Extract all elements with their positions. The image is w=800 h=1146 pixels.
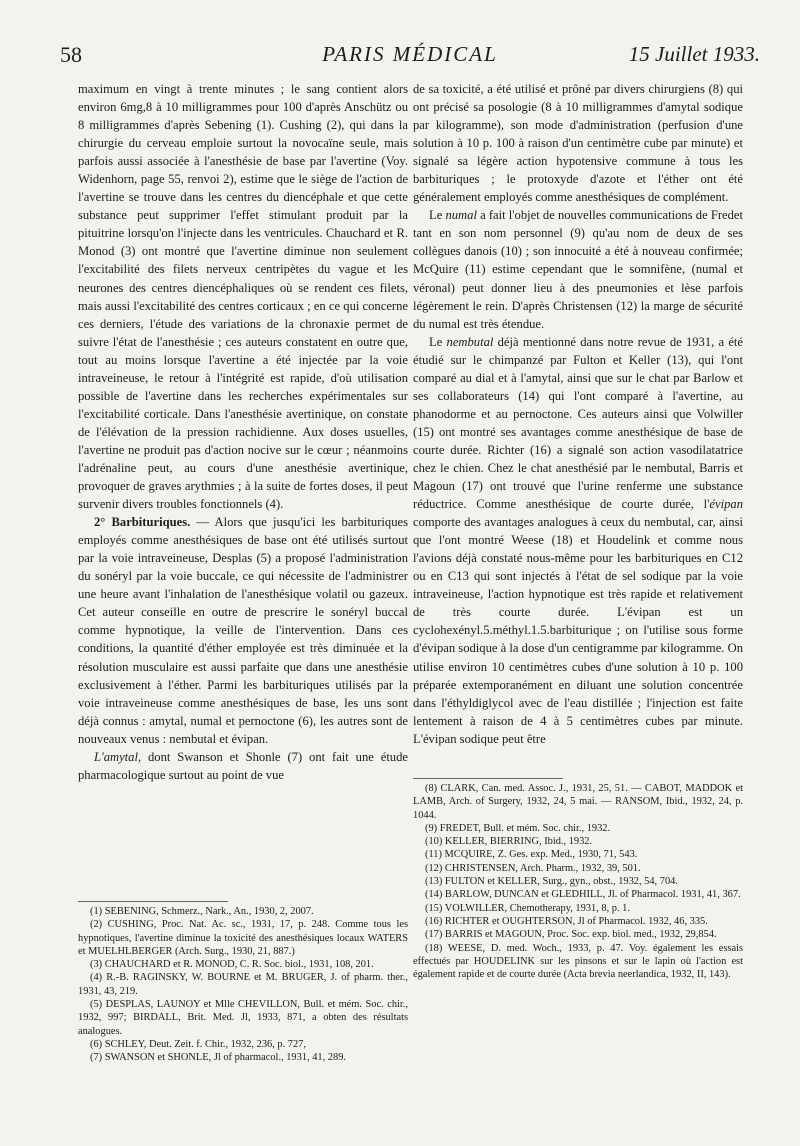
left-footnote-rule [78, 901, 228, 902]
footnote: (1) SEBENING, Schmerz., Nark., An., 1930, 2, 2007. [90, 906, 314, 917]
footnote: (5) DESPLAS, LAUNOY et Mlle CHEVILLON, Bull. et mém. Soc. chir., 1932, 997; BIRDALL, Brit. Med. Jl, 1933, 871, a obten des résultats analogues. [78, 999, 408, 1037]
page-number: 58 [60, 42, 82, 67]
footnote: (4) R.-B. RAGINSKY, W. BOURNE et M. BRUGER, J. of pharm. ther., 1931, 43, 219. [78, 972, 408, 997]
footnote: (13) FULTON et KELLER, Surg., gyn., obst., 1932, 54, 704. [425, 876, 678, 888]
footnote: (7) SWANSON et SHONLE, Jl of pharmacol., 1931, 41, 289. [90, 1052, 346, 1064]
nembutal-body: déjà mentionné dans notre revue de 1931, a été étudié sur le chimpanzé par Fulton et Keller (13), qui l'ont comparé au dial et à l'amytal, ainsi que sur le chat par Barlow et ses collaborateurs (14) qui l'ont comparé à l'avertine, au phanodorme et au pernoctone. Ces auteurs ainsi que Volwiller (15) ont montré ses avantages comme anesthésique de base de courte durée. Richter (16) a signalé son action vasodilatatrice chez le chien. Chez le chat anesthésié par le nembutal, Barris et Magoun (17) ont trouvé que l'urine renferme une substance réductrice. Comme anesthésique de courte durée, l' [413, 334, 743, 512]
nembutal-lead: nembutal [446, 334, 494, 349]
numal-prefix: Le [429, 208, 446, 223]
left-footnotes [78, 905, 408, 1065]
right-paragraph-3 [413, 333, 743, 748]
evipan-body: comporte des avantages analogues à ceux du nembutal, car, ainsi que l'ont montré Weese (18) et Houdelink et comme nous l'avions déjà constaté nous-même pour les barbituriques en C12 ou en C13 qui sont injectés à l'état de sel sodique par la voie intraveineuse, l'action hypnotique est très rapide et relativement de très courte durée. L'évipan est un cyclohexényl.5.méthyl.1.5.barbiturique ; on l'utilise sous forme d'évipan sodique à la dose d'un centigramme par kilogramme. On utilise environ 10 centimètres cubes d'une solution à 10 p. 100 préparée extemporanément en diluant une solution concentrée dans l'éthyldiglycol avec de l'eau distillée ; l'injection est faite lentement à raison de 4 à 5 centimètres cubes par minute. L'évipan sodique peut être [413, 515, 743, 746]
barbituriques-heading: 2° Barbituriques. [94, 515, 191, 530]
footnote: (15) VOLWILLER, Chemotherapy, 1931, 8, p. 1. [425, 902, 630, 914]
right-paragraph-1: de sa toxicité, a été utilisé et prôné par divers chirurgiens (8) qui ont précisé sa posologie (8 à 10 milligrammes d'amytal sodique par kilogramme), son mode d'administration (perfusion d'une solution à 10 p. 100 à raison d'un centimètre cube par minute) et signalé sa légère action hypotensive commune à tous les barbituriques ; le protoxyde d'azote et l'éther ont été généralement employés comme anesthésiques de complément. [413, 82, 743, 205]
footnote: (8) CLARK, Can. med. Assoc. J., 1931, 25, 51. — CABOT, MADDOK et LAMB, Arch. of Surgery, 1932, 24, 5 mai. — RANSOM, Ibid., 1932, 24, p. 1044. [413, 783, 743, 821]
issue-date: 15 Juillet 1933. [628, 42, 760, 66]
left-paragraph-3 [78, 748, 408, 784]
left-paragraph-2 [78, 513, 408, 748]
footnote: (17) BARRIS et MAGOUN, Proc. Soc. exp. biol. med., 1932, 29,854. [425, 929, 717, 941]
footnote: (10) KELLER, BIERRING, Ibid., 1932. [425, 836, 593, 848]
footnote: (9) FREDET, Bull. et mém. Soc. chir., 1932. [425, 822, 611, 834]
amytal-body: dont Swanson et Shonle (7) ont fait une étude pharmacologique surtout au point de vue [78, 749, 408, 782]
right-paragraph-2 [413, 206, 743, 332]
amytal-lead: L'amytal, [94, 749, 142, 764]
journal-title: PARIS MÉDICAL [322, 42, 498, 66]
footnote: (6) SCHLEY, Deut. Zeit. f. Chir., 1932, 236, p. 727, [90, 1038, 306, 1050]
footnote: (16) RICHTER et OUGHTERSON, Jl of Pharmacol. 1932, 46, 335. [425, 915, 708, 927]
left-column [78, 80, 408, 784]
footnote: (14) BARLOW, DUNCAN et GLEDHILL, Jl. of Pharmacol. 1931, 41, 367. [425, 889, 741, 901]
footnote: (2) CUSHING, Proc. Nat. Ac. sc., 1931, 17, p. 248. Comme tous les hypnotiques, l'avertine diminue la toxicité des anesthésiques locaux WATERS et MUELHLBERGER (Arch. Surg., 1930, 21, 887.) [78, 919, 408, 957]
evipan-term: évipan [709, 497, 743, 512]
running-header [60, 42, 760, 72]
footnote: (12) CHRISTENSEN, Arch. Pharm., 1932, 39, 501. [425, 862, 641, 874]
footnote: (3) CHAUCHARD et R. MONOD, C. R. Soc. biol., 1931, 108, 201. [90, 959, 374, 971]
nembutal-prefix: Le [429, 334, 447, 349]
numal-body: a fait l'objet de nouvelles communications de Fredet tant en son nom personnel (9) qu'au nom de deux de ses collègues danois (10) ; son innocuité a été à nouveau confirmée; McQuire (11) estime cependant que le somnifène, (numal et véronal) peut donner lieu à des pneumonies et lèse parfois légèrement le rein. D'après Christensen (12) la marge de sécurité du numal est très étendue. [413, 208, 743, 331]
barbituriques-body: — Alors que jusqu'ici les barbituriques employés comme anesthésiques de base ont été utilisés surtout par la voie intraveineuse, Desplas (5) a proposé l'administration du sonéryl par la voie buccale, ce qui nécessite de l'administrer une heure avant l'inhalation de l'anesthésique volatil ou gazeux. Cet auteur conseille en outre de prescrire le sonéryl buccal comme hypnotique, la veille de l'intervention. Dans ces conditions, la quantité d'éther employée est très diminuée et la résolution musculaire est aussi parfaite que dans une anesthésie exclusivement à l'éther. Parmi les barbituriques utilisés par la voie intraveineuse comme anesthésiques de base, les uns sont déjà connus : amytal, numal et pernoctone (6), les autres sont de nouveaux venus : nembutal et évipan. [78, 515, 408, 746]
right-footnotes [413, 782, 743, 981]
left-paragraph-1: maximum en vingt à trente minutes ; le sang contient alors environ 6mg,8 à 10 milligrammes pour 100 d'après Anschütz ou 8 milligrammes d'après Sebening (1). Cushing (2), qui dans la chirurgie du cerveau emploie surtout la novocaïne seule, mais parfois aussi associée à l'anesthésie de base par l'avertine (Voy. Widenhorn, page 55, renvoi 2), estime que le siège de l'action de l'avertine se trouve dans les centres du diencéphale et que cette substance peut supprimer l'effet stimulant produit par la pituitrine lorsqu'on l'injecte dans les ventricules. Chauchard et R. Monod (3) ont montré que l'avertine diminue non seulement l'excitabilité des filets nerveux centripètes du vague et les neurones des centres diencéphaliques où se rendent ces filets, mais aussi l'excitabilité des centres corticaux ; en ce qui concerne ces derniers, l'étude des variations de la chronaxie permet de suivre l'état de l'anesthésie ; ces auteurs constatent en outre que, tout au moins lorsque l'avertine a été injectée par la voie intraveineuse, le retour à l'intégrité est rapide, d'où utilisation possible de l'avertine dans les recherches expérimentales sur l'excitabilité corticale. Dans l'anesthésie avertinique, on constate de l'élévation de la pression rachidienne. Aux doses usuelles, l'avertine ne produit pas d'action nocive sur le cœur ; néanmoins l'adrénaline peut, au cours d'une anesthésie avertinique, provoquer de graves arythmies ; à la suite de fortes doses, il peut survenir divers troubles fonctionnels (4). [78, 82, 408, 512]
footnote: (18) WEESE, D. med. Woch., 1933, p. 47. Voy. également les essais effectués par HOUDELINK sur les pinsons et sur le lapin où l'action est également rapide et de courte durée (Acta brevia neerlandica, 1932, II, 143). [413, 942, 743, 981]
numal-lead: numal [445, 208, 477, 223]
footnote: (11) MCQUIRE, Z. Ges. exp. Med., 1930, 71, 543. [425, 849, 638, 861]
right-footnote-rule [413, 778, 563, 779]
right-column [413, 80, 743, 748]
